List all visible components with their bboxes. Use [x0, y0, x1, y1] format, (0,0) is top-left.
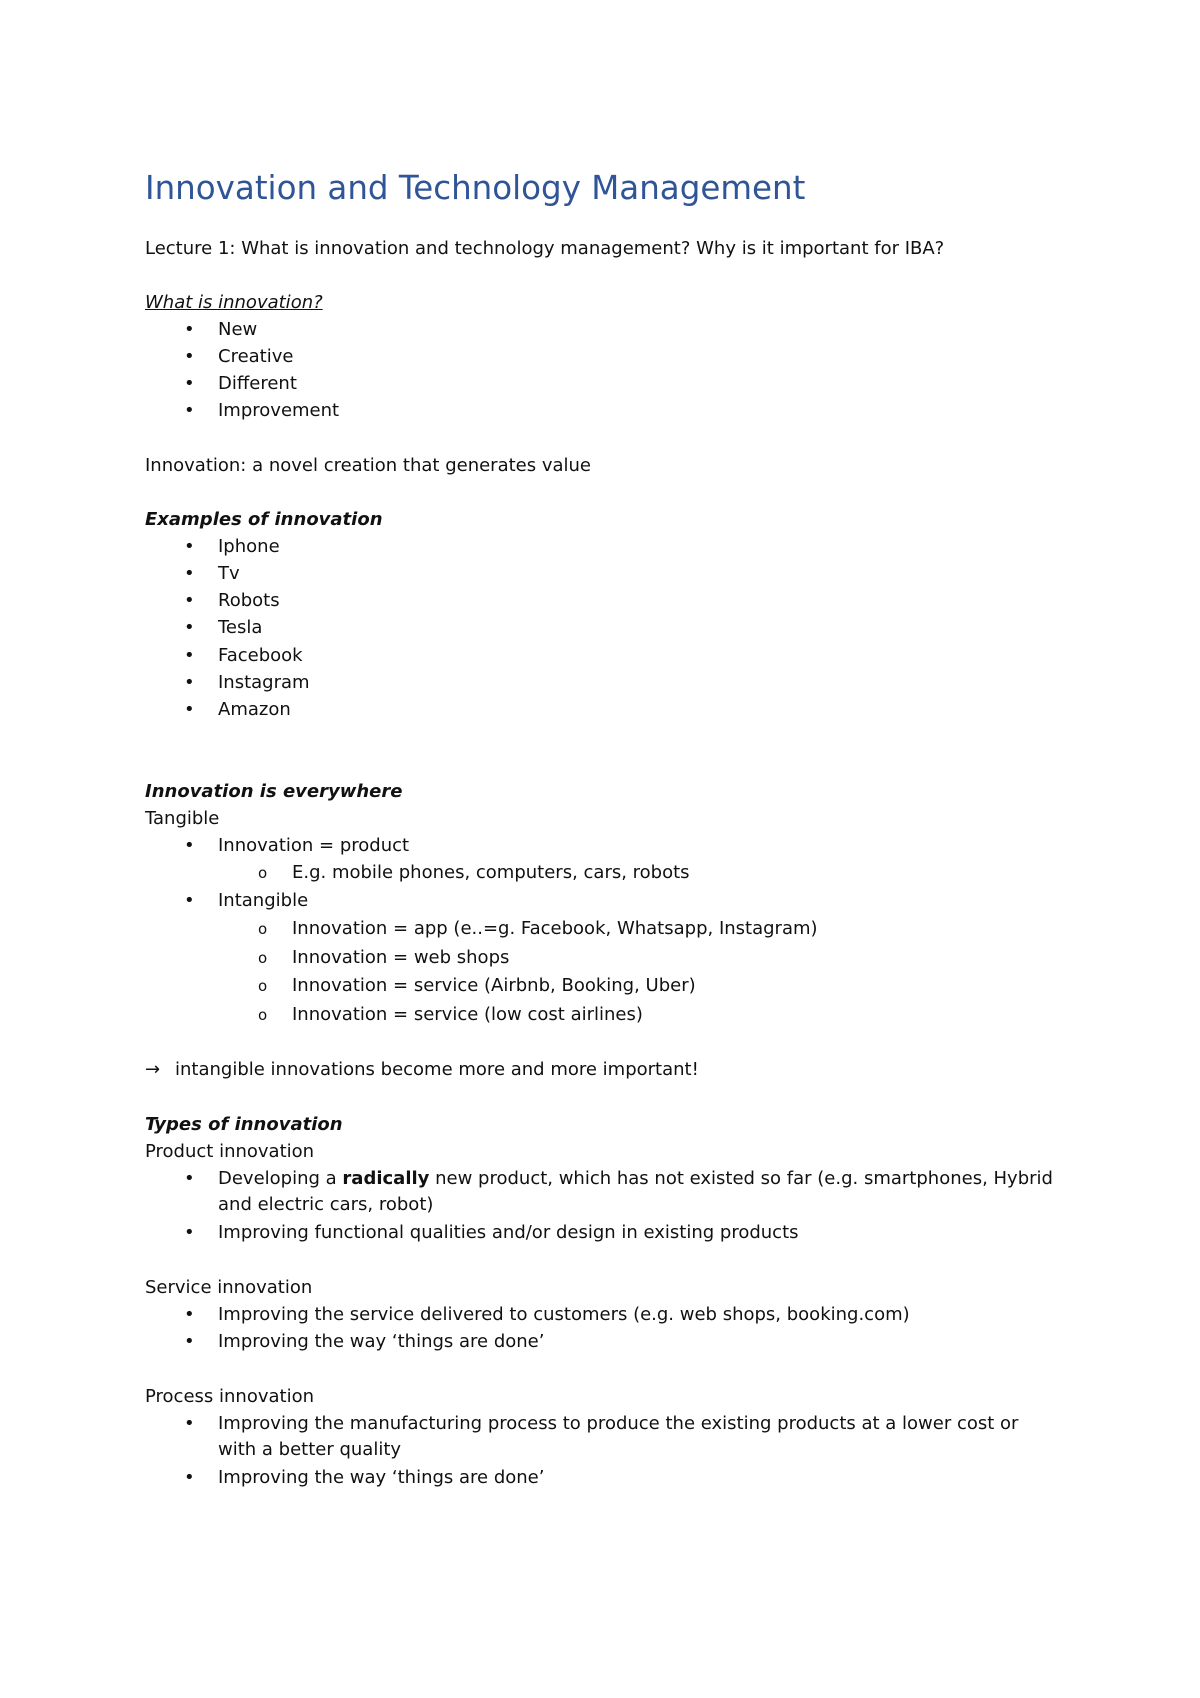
arrow-note [145, 1057, 699, 1083]
everywhere-heading: Innovation is everywhere [145, 781, 403, 802]
list-item: • Improving the way ‘things are done’ [218, 1329, 544, 1355]
list-item: • Iphone [218, 534, 280, 560]
list-item: • Improvement [218, 398, 339, 424]
examples-heading: Examples of innovation [145, 509, 383, 530]
list-item: • Tv [218, 561, 240, 587]
arrow-right-icon: → [145, 1059, 161, 1080]
intangible-label: • Intangible [218, 888, 308, 914]
sub-list-item: o Innovation = app (e..=g. Facebook, Whatsapp, Instagram) [292, 916, 818, 942]
list-item-continuation: with a better quality [218, 1439, 402, 1460]
list-item: • Creative [218, 344, 293, 370]
sub-list-item: o E.g. mobile phones, computers, cars, robots [292, 860, 690, 886]
what-is-innovation-heading: What is innovation? [145, 292, 323, 313]
list-item: • Improving the service delivered to customers (e.g. web shops, booking.com) [218, 1302, 910, 1328]
lecture-line: Lecture 1: What is innovation and technology management? Why is it important for IBA? [145, 238, 945, 259]
list-item: • Improving the way ‘things are done’ [218, 1465, 544, 1491]
list-item-continuation: and electric cars, robot) [218, 1194, 434, 1215]
tangible-label: Tangible [145, 808, 220, 829]
list-item: • Tesla [218, 615, 262, 641]
list-item: • Amazon [218, 697, 291, 723]
list-item: • Improving the manufacturing process to produce the existing products at a lower cost or [218, 1411, 1018, 1437]
service-innovation-label: Service innovation [145, 1277, 313, 1298]
emphasis-text: radically [342, 1168, 430, 1189]
sub-list-item: o Innovation = service (low cost airlines) [292, 1002, 643, 1028]
list-item: • New [218, 317, 257, 343]
list-item: • Improving functional qualities and/or design in existing products [218, 1220, 799, 1246]
document-title: Innovation and Technology Management [145, 169, 806, 207]
definition-line: Innovation: a novel creation that generates value [145, 455, 592, 476]
arrow-note-text: intangible innovations become more and more important! [175, 1059, 699, 1080]
sub-list-item: o Innovation = web shops [292, 945, 509, 971]
list-item-text: new product, which has not existed so far (e.g. smartphones, Hybrid [429, 1168, 1053, 1189]
list-item: • Facebook [218, 643, 303, 669]
list-item: • Robots [218, 588, 280, 614]
list-item: • Different [218, 371, 297, 397]
types-heading: Types of innovation [145, 1114, 343, 1135]
sub-list-item: o Innovation = service (Airbnb, Booking, Uber) [292, 973, 696, 999]
list-item: • Innovation = product [218, 833, 409, 859]
list-item: • Instagram [218, 670, 310, 696]
product-innovation-label: Product innovation [145, 1141, 315, 1162]
process-innovation-label: Process innovation [145, 1386, 314, 1407]
list-item-text: Developing a [218, 1168, 343, 1189]
list-item [218, 1166, 1053, 1192]
